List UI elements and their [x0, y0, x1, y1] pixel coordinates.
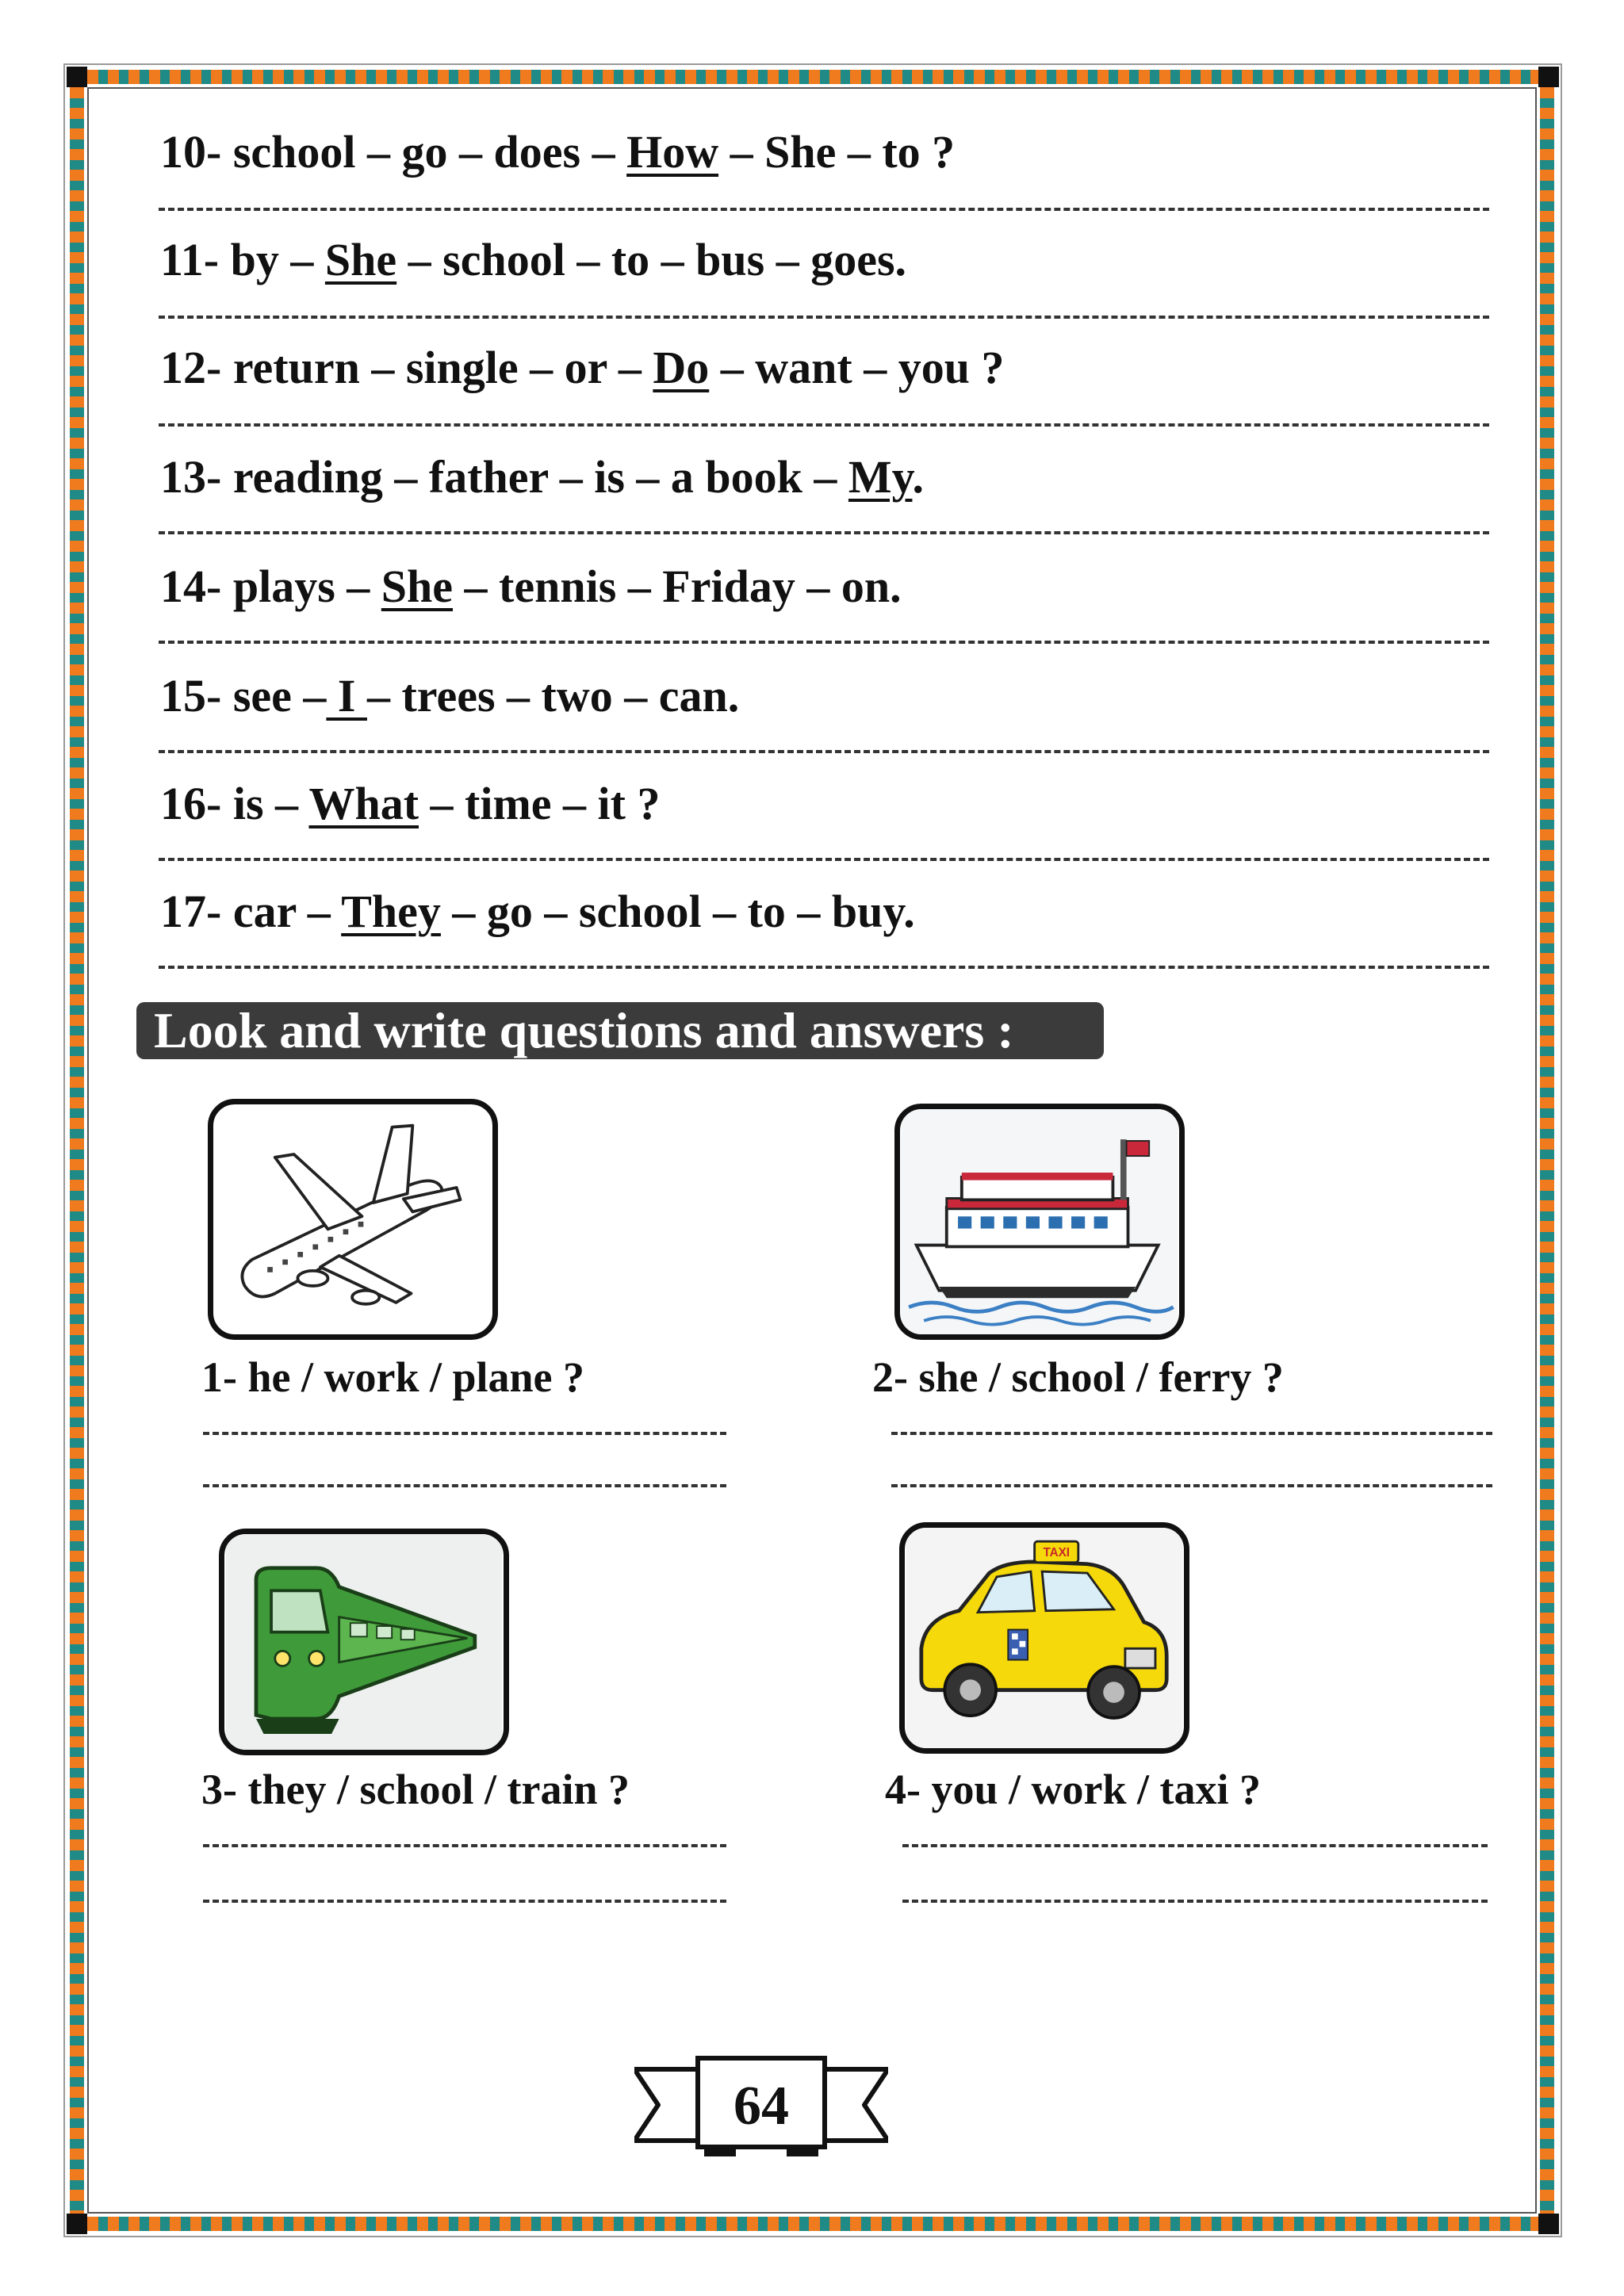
answer-line-plane-question[interactable]: [203, 1432, 726, 1435]
ferry-picture: [894, 1104, 1185, 1340]
taxi-picture: [899, 1522, 1189, 1754]
exercise-words: car –: [232, 886, 342, 937]
corner-bottom-right: [1538, 2214, 1559, 2234]
answer-line-train-answer[interactable]: [203, 1900, 726, 1903]
exercise-keyword: She: [381, 561, 454, 612]
corner-top-left: [67, 67, 87, 87]
exercise-words-end: – trees – two – can.: [366, 670, 740, 721]
exercise-words-end: – time – it ?: [419, 778, 661, 829]
answer-line-ferry-answer[interactable]: [891, 1484, 1492, 1487]
ferry-icon: [900, 1109, 1179, 1334]
airplane-icon: [213, 1104, 492, 1334]
answer-line-ferry-question[interactable]: [891, 1432, 1492, 1435]
exercise-keyword: My: [848, 451, 913, 503]
exercise-number: 13-: [160, 451, 222, 503]
corner-top-right: [1538, 67, 1559, 87]
exercise-words: reading – father – is – a book –: [232, 451, 848, 503]
answer-line[interactable]: [159, 531, 1489, 534]
exercise-words-end: – want – you ?: [709, 342, 1005, 393]
train-picture: [219, 1529, 509, 1755]
taxi-sign-text: TAXI: [1043, 1546, 1071, 1560]
answer-line[interactable]: [159, 966, 1489, 969]
exercise-number: 15-: [160, 670, 222, 721]
exercise-words-end: – go – school – to – buy.: [440, 886, 915, 937]
answer-line[interactable]: [159, 750, 1489, 753]
exercise-number: 12-: [160, 342, 222, 393]
exercise-words: school – go – does –: [232, 126, 627, 178]
answer-line[interactable]: [159, 208, 1489, 211]
airplane-picture: [208, 1099, 498, 1340]
border-right: [1540, 67, 1554, 2234]
train-icon: [224, 1534, 504, 1750]
corner-bottom-left: [67, 2214, 87, 2234]
page-number: 64: [733, 2076, 789, 2137]
exercise-keyword: They: [341, 886, 441, 937]
answer-line[interactable]: [159, 316, 1489, 319]
exercise-row: [160, 341, 1004, 394]
exercise-number: 10-: [160, 126, 222, 178]
exercise-keyword: What: [308, 778, 419, 829]
answer-line[interactable]: [159, 641, 1489, 644]
exercise-row: [160, 125, 955, 178]
exercise-number: 14-: [160, 561, 222, 612]
border-bottom: [67, 2217, 1559, 2231]
exercise-row: [160, 669, 739, 722]
exercise-words-end: .: [912, 451, 924, 503]
border-left: [70, 67, 84, 2234]
exercise-keyword: She: [324, 234, 397, 285]
exercise-row: [160, 450, 924, 503]
taxi-icon: [905, 1528, 1184, 1748]
exercise-words-end: – tennis – Friday – on.: [453, 561, 902, 612]
exercise-words: by –: [230, 234, 325, 285]
question-prompt-train: 3- they / school / train ?: [201, 1766, 630, 1813]
question-prompt-plane: 1- he / work / plane ?: [201, 1353, 585, 1401]
exercise-keyword: Do: [653, 342, 710, 393]
exercise-number: 16-: [160, 778, 222, 829]
answer-line[interactable]: [159, 858, 1489, 861]
exercise-words: is –: [232, 778, 309, 829]
exercise-row: [160, 885, 915, 938]
answer-line-taxi-answer[interactable]: [902, 1900, 1488, 1903]
exercise-words: see –: [232, 670, 327, 721]
exercise-number: 17-: [160, 886, 222, 937]
exercise-words-end: – school – to – bus – goes.: [396, 234, 907, 285]
exercise-number: 11-: [160, 234, 220, 285]
exercise-keyword: How: [626, 126, 719, 178]
exercise-words: return – single – or –: [232, 342, 653, 393]
answer-line-taxi-question[interactable]: [902, 1844, 1488, 1847]
exercise-keyword: I: [326, 670, 367, 721]
exercise-row: [160, 777, 660, 830]
exercise-row: [160, 560, 902, 613]
question-prompt-ferry: 2- she / school / ferry ?: [872, 1353, 1284, 1401]
border-top: [67, 70, 1559, 84]
exercise-row: [160, 233, 906, 286]
question-prompt-taxi: 4- you / work / taxi ?: [885, 1766, 1262, 1813]
exercise-words-end: – She – to ?: [718, 126, 956, 178]
section-heading: Look and write questions and answers :: [136, 1002, 1104, 1059]
answer-line-plane-answer[interactable]: [203, 1484, 726, 1487]
answer-line-train-question[interactable]: [203, 1844, 726, 1847]
answer-line[interactable]: [159, 423, 1489, 427]
exercise-words: plays –: [232, 561, 381, 612]
